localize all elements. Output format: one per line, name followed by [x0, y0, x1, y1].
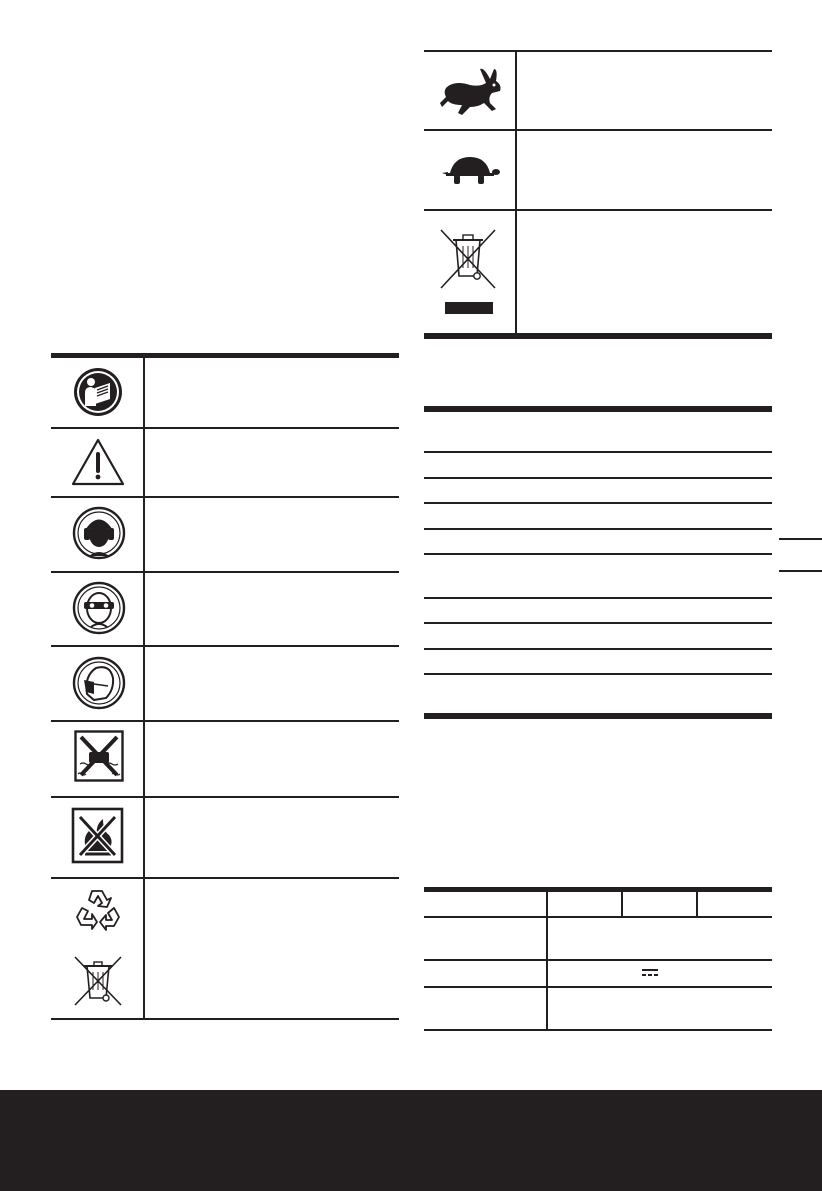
row-divider [51, 496, 399, 498]
no-fire-icon [71, 807, 124, 864]
row-divider [424, 477, 772, 479]
eye-protection-icon [72, 581, 126, 635]
read-manual-icon [72, 366, 124, 418]
dust-mask-icon [72, 656, 126, 710]
weee-crossed-bin-icon [436, 226, 500, 318]
column-divider [621, 892, 623, 916]
table-column-divider [143, 358, 145, 1020]
row-divider [51, 571, 399, 573]
row-divider [424, 129, 772, 131]
table-bottom-border [51, 1018, 399, 1020]
row-divider [51, 720, 399, 722]
crossed-bin-icon [72, 954, 124, 1008]
row-divider [424, 673, 772, 675]
no-water-icon [74, 730, 124, 782]
row-divider [424, 959, 772, 961]
rabbit-fast-speed-icon [440, 63, 504, 119]
table-top-border [424, 406, 772, 412]
row-divider [424, 451, 772, 453]
row-divider [51, 877, 399, 879]
row-divider [424, 502, 772, 504]
row-divider [424, 986, 772, 988]
row-divider [424, 528, 772, 530]
table-bottom-border [424, 713, 772, 719]
row-divider [51, 427, 399, 429]
column-divider [696, 892, 698, 916]
dc-current-icon [642, 969, 658, 977]
row-divider [51, 645, 399, 647]
warning-triangle-icon [70, 437, 126, 487]
row-divider [424, 209, 772, 211]
table-column-divider [515, 52, 517, 334]
turtle-slow-speed-icon [440, 153, 500, 187]
table-bottom-border [424, 333, 772, 339]
row-divider [424, 622, 772, 624]
recycle-icon [74, 886, 122, 934]
table-top-border [51, 353, 399, 358]
side-tab-top-line [779, 538, 822, 540]
row-divider [424, 916, 772, 918]
table-bottom-border [424, 1029, 772, 1031]
ear-protection-icon [72, 506, 126, 560]
side-tab-bottom-line [779, 570, 822, 572]
table-top-border [424, 50, 772, 52]
footer-band [0, 1090, 822, 1191]
column-divider [546, 892, 548, 1030]
table-top-border [424, 887, 772, 892]
row-divider [424, 597, 772, 599]
row-divider [424, 553, 772, 555]
row-divider [51, 796, 399, 798]
row-divider [424, 648, 772, 650]
